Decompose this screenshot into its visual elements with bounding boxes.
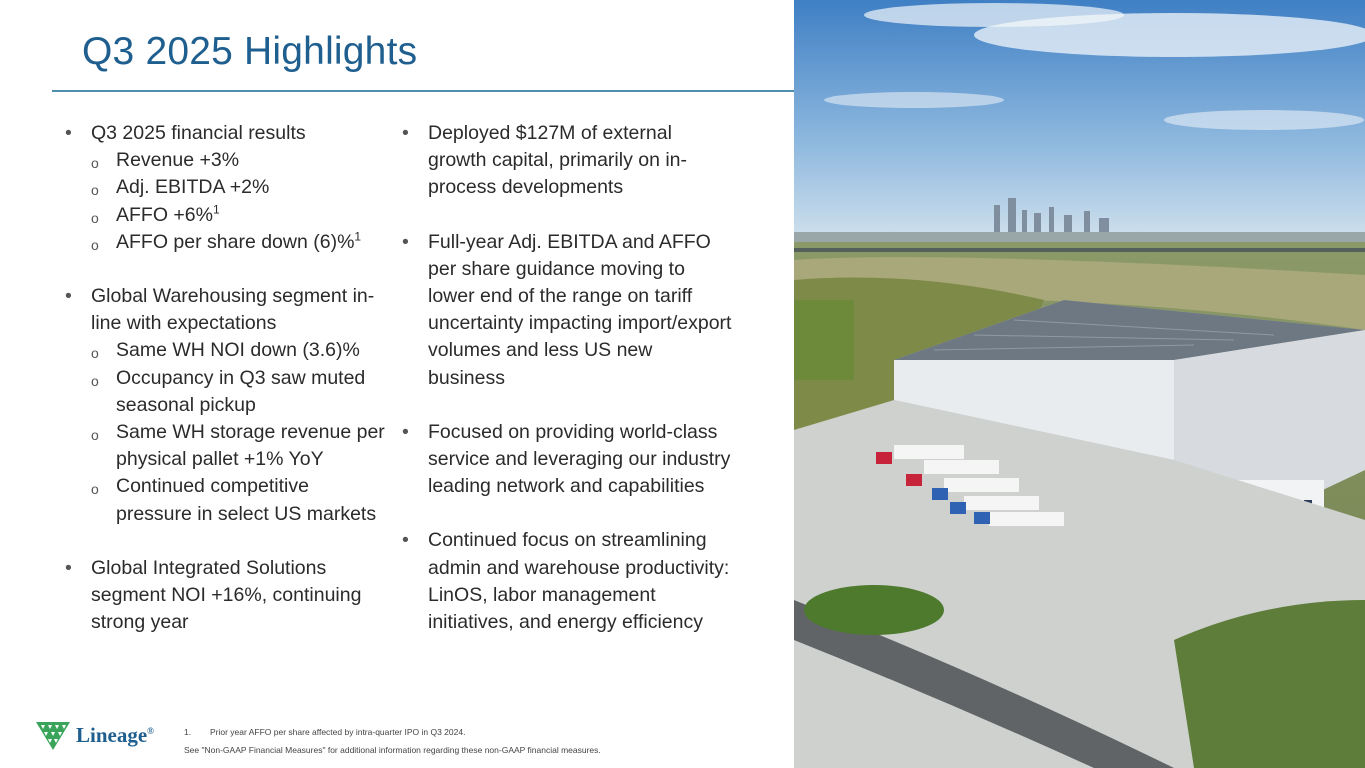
- bullet-integrated-solutions: [65, 555, 385, 637]
- sub-bullet: o Occupancy in Q3 saw muted seasonal pickup: [91, 365, 385, 419]
- title-divider: [52, 90, 794, 92]
- sub-bullet: o AFFO +6%$^1$: [91, 202, 385, 229]
- sub-bullet: o Revenue +3%: [91, 147, 385, 174]
- bullet-financial-results: [65, 120, 385, 256]
- bullet-productivity: • Continued focus on streamlining admin and warehouse productivity: LinOS, labor management initiatives, and energy efficiency: [402, 527, 732, 636]
- footnote-1: 1. Prior year AFFO per share affected by intra-quarter IPO in Q3 2024.: [184, 727, 466, 737]
- footnote-ref: 1: [213, 202, 220, 217]
- bullet-service: • Focused on providing world-class service and leveraging our industry leading network and capabilities: [402, 419, 732, 501]
- sub-bullet: o AFFO per share down (6)%$^1$: [91, 229, 385, 256]
- bullet-text: Global Warehousing segment in-line with expectations: [91, 285, 375, 335]
- warehouse-aerial-photo: [794, 0, 1365, 768]
- bullet-text: Q3 2025 financial results: [91, 122, 306, 144]
- bullet-text: Global Integrated Solutions segment NOI +16%, continuing strong year: [91, 556, 362, 634]
- slide-title: Q3 2025 Highlights: [82, 30, 418, 73]
- lineage-logo: [36, 720, 154, 750]
- bullet-global-warehousing: [65, 283, 385, 528]
- left-column: [65, 120, 385, 663]
- sub-bullet: o Same WH storage revenue per physical pallet +1% YoY: [91, 419, 385, 473]
- lineage-logo-icon: [36, 720, 70, 750]
- sub-bullet: o Same WH NOI down (3.6)%: [91, 337, 385, 364]
- sub-bullet: o Adj. EBITDA +2%: [91, 174, 385, 201]
- footnote-non-gaap: See "Non-GAAP Financial Measures" for additional information regarding these non-GAAP financial measures.: [184, 745, 601, 755]
- footnote-ref: 1: [354, 229, 362, 244]
- sub-bullet: o Continued competitive pressure in select US markets: [91, 473, 385, 527]
- bullet-guidance: • Full-year Adj. EBITDA and AFFO per share guidance moving to lower end of the range on tariff uncertainty impacting import/export volumes and less US new business: [402, 229, 732, 392]
- bullet-external-growth: • Deployed $127M of external growth capital, primarily on in-process developments: [402, 120, 732, 202]
- right-column: [402, 120, 732, 663]
- logo-wordmark: Lineage®: [76, 722, 154, 747]
